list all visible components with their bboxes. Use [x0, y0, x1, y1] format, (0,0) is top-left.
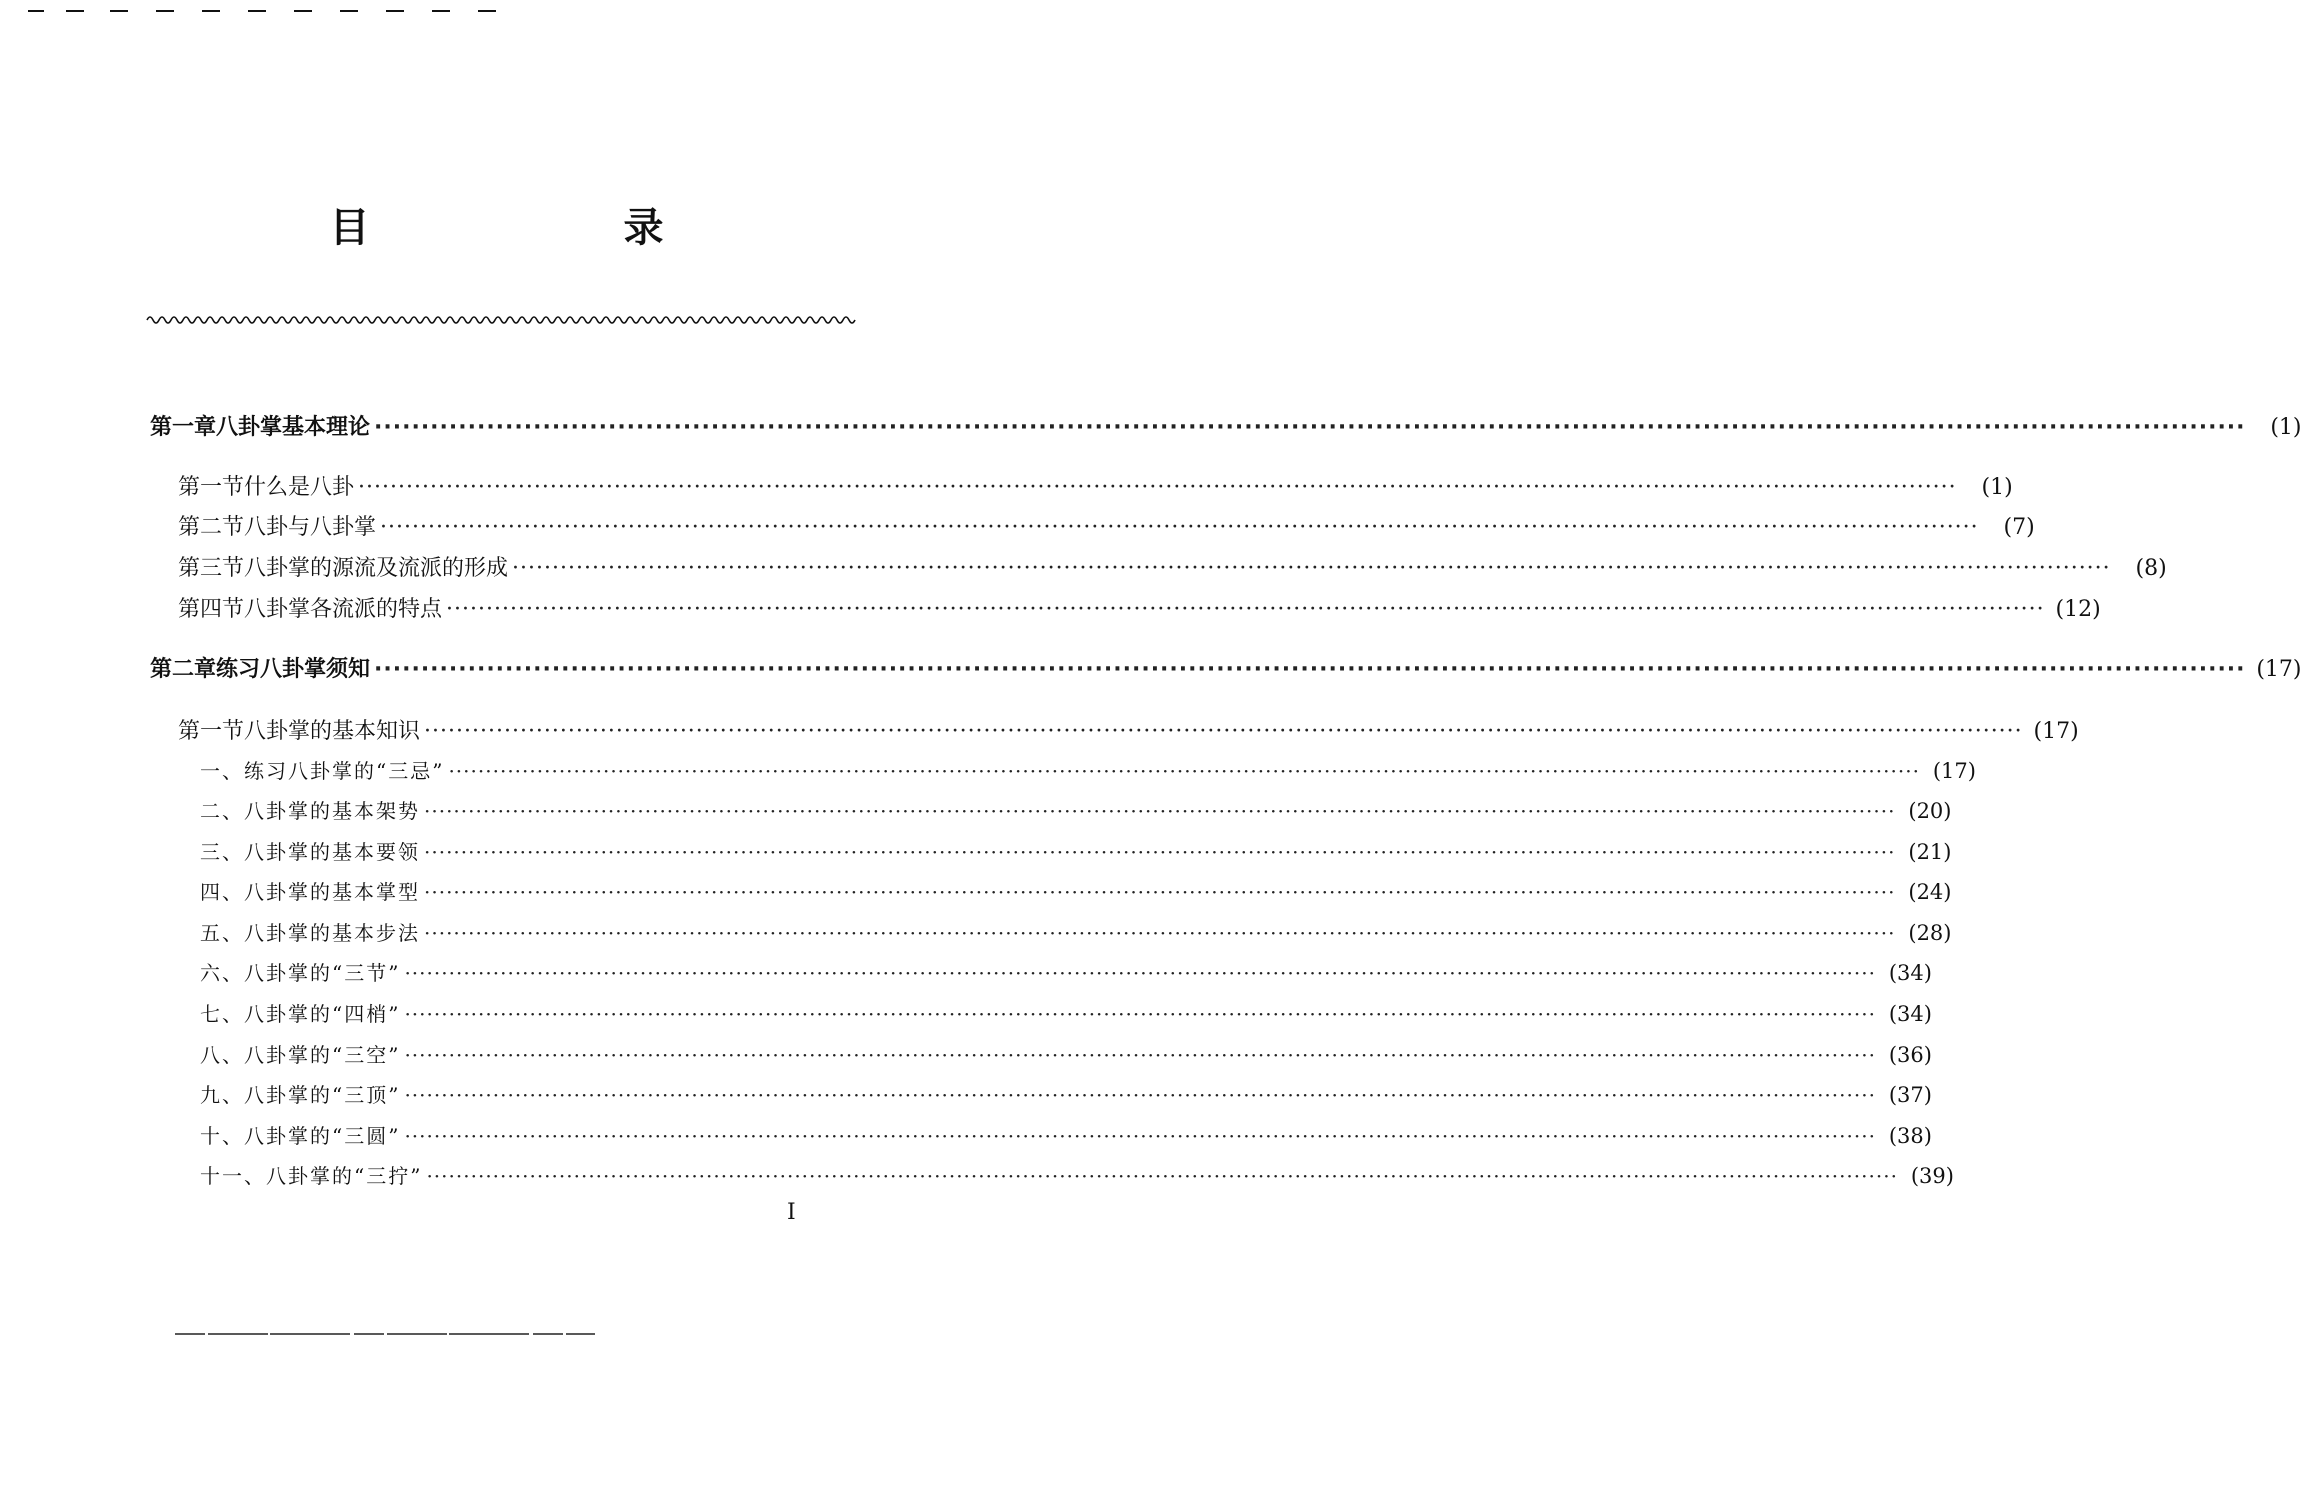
section-label: 第二节 — [178, 515, 245, 540]
entry-title: 十、八卦掌的“三圆” — [200, 1124, 401, 1148]
leader-dots: ········································································································································································································ — [404, 1002, 1876, 1026]
bottom-rule — [175, 1332, 595, 1336]
toc-entry — [200, 795, 1952, 824]
toc-entry — [200, 917, 1952, 946]
entry-page-number: (21) — [1908, 840, 1952, 864]
leader-dots: ········································································································································································································ — [426, 1164, 1898, 1188]
leader-dots: ········································································································································································································ — [404, 1083, 1876, 1107]
section-label: 第三节 — [178, 556, 245, 581]
leader-dots: ········································································································································································································ — [424, 880, 1896, 904]
leader-dots: ········································································································································································································ — [448, 759, 1920, 783]
leader-dots: ········································································································································································································ — [424, 921, 1896, 945]
toc-entry — [200, 957, 1932, 986]
toc-entry — [200, 836, 1952, 865]
entry-page-number: (38) — [1888, 1124, 1932, 1148]
entry-page-number: (20) — [1908, 799, 1952, 823]
entry-title: 七、八卦掌的“四梢” — [200, 1002, 401, 1026]
entry-title: 八卦掌基本理论 — [216, 415, 371, 440]
entry-title: 八卦掌的基本知识 — [244, 719, 421, 744]
toc-entry — [178, 714, 2079, 745]
leader-dots: ········································································································································································································ — [424, 799, 1896, 823]
leader-dots: ········································································································································································································ — [404, 961, 1876, 985]
entry-page-number: (17) — [1932, 759, 1976, 783]
leader-dots: ········································································································································································································ — [446, 597, 2045, 622]
section-label: 第一节 — [178, 475, 245, 500]
leader-dots: ········································································································································································································ — [404, 1124, 1876, 1148]
decorative-divider — [147, 313, 847, 327]
entry-page-number: (28) — [1908, 921, 1952, 945]
entry-page-number: (7) — [2003, 515, 2035, 540]
entry-page-number: (34) — [1888, 961, 1932, 985]
entry-title: 五、八卦掌的基本步法 — [200, 921, 420, 945]
toc-entry — [200, 998, 1932, 1027]
entry-page-number: (17) — [2256, 657, 2302, 682]
entry-title: 一、练习八卦掌的“三忌” — [200, 759, 445, 783]
entry-title: 四、八卦掌的基本掌型 — [200, 880, 420, 904]
leader-dots: ········································································································································································································ — [380, 515, 1979, 540]
toc-entry — [200, 1039, 1932, 1068]
entry-title: 八、八卦掌的“三空” — [200, 1043, 401, 1067]
leader-dots: ········································································································································································································ — [424, 719, 2023, 744]
entry-page-number: (24) — [1908, 880, 1952, 904]
entry-page-number: (1) — [1981, 475, 2013, 500]
toc-entry — [150, 652, 2302, 683]
toc-entry — [200, 1120, 1932, 1149]
entry-page-number: (34) — [1888, 1002, 1932, 1026]
chapter-label: 第一章 — [150, 415, 217, 440]
leader-dots: ········································································································································································································ — [404, 1043, 1876, 1067]
chapter-label: 第二章 — [150, 657, 217, 682]
section-label: 第四节 — [178, 597, 245, 622]
page-number: I — [787, 1200, 796, 1225]
entry-title: 九、八卦掌的“三顶” — [200, 1083, 401, 1107]
leader-dots: ········································································································································································································ — [512, 556, 2111, 581]
entry-title: 六、八卦掌的“三节” — [200, 961, 401, 985]
toc-entry — [178, 551, 2167, 582]
entry-page-number: (12) — [2055, 597, 2101, 622]
section-label: 第一节 — [178, 719, 245, 744]
entry-title: 三、八卦掌的基本要领 — [200, 840, 420, 864]
toc-entry — [178, 592, 2101, 623]
entry-title: 练习八卦掌须知 — [216, 657, 371, 682]
leader-dots: ········································································································································································································ — [424, 840, 1896, 864]
entry-page-number: (8) — [2135, 556, 2167, 581]
entry-title: 八卦与八卦掌 — [244, 515, 377, 540]
entry-title: 十一、八卦掌的“三拧” — [200, 1164, 423, 1188]
leader-dots: ········································································································································································································ — [374, 657, 2246, 682]
toc-entry — [200, 1160, 1954, 1189]
entry-title: 二、八卦掌的基本架势 — [200, 799, 420, 823]
page-title: 目 录 — [329, 205, 784, 251]
entry-title: 八卦掌的源流及流派的形成 — [244, 556, 509, 581]
entry-page-number: (39) — [1910, 1164, 1954, 1188]
entry-page-number: (36) — [1888, 1043, 1932, 1067]
toc-entry — [200, 1079, 1932, 1108]
entry-title: 八卦掌各流派的特点 — [244, 597, 443, 622]
toc-entry — [178, 510, 2035, 541]
toc-entry — [150, 410, 2302, 441]
toc-entry — [200, 755, 1976, 784]
toc-entry — [178, 470, 2013, 501]
entry-page-number: (1) — [2270, 415, 2302, 440]
top-dash-rule — [28, 8, 498, 14]
leader-dots: ········································································································································································································ — [374, 415, 2246, 440]
entry-title: 什么是八卦 — [244, 475, 355, 500]
entry-page-number: (17) — [2033, 719, 2079, 744]
leader-dots: ········································································································································································································ — [358, 475, 1957, 500]
entry-page-number: (37) — [1888, 1083, 1932, 1107]
toc-entry — [200, 876, 1952, 905]
